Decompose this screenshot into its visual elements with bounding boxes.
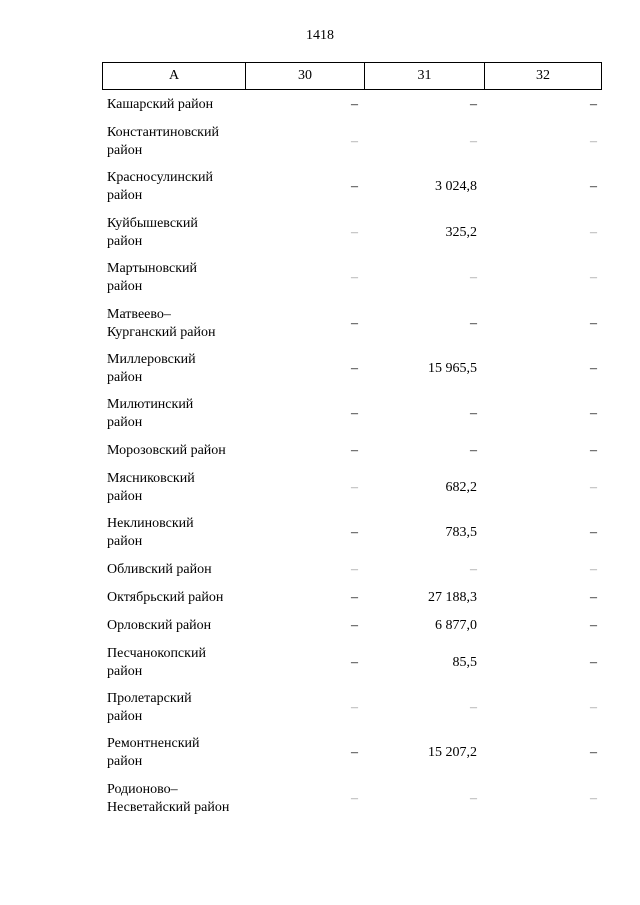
table-row <box>0 470 640 515</box>
value-col-32: – <box>590 406 597 422</box>
region-name-line: район <box>107 143 143 158</box>
value-col-31: – <box>470 406 477 422</box>
value-col-31: 15 207,2 <box>428 745 477 761</box>
value-col-32: – <box>590 224 597 240</box>
value-col-30: – <box>351 589 358 605</box>
table-row <box>0 96 640 124</box>
column-header-32: 32 <box>484 63 601 89</box>
region-name-line: Песчанокопский <box>107 645 206 661</box>
value-col-32: – <box>590 589 597 605</box>
region-name <box>107 169 247 205</box>
region-name <box>107 96 247 114</box>
value-col-32: – <box>590 525 597 541</box>
value-col-30: – <box>351 315 358 331</box>
region-name-line: Несветайский район <box>107 799 230 815</box>
value-col-30: – <box>351 97 358 112</box>
value-col-32: – <box>590 561 597 577</box>
region-name-line: Красносулинский <box>107 170 213 186</box>
table-row <box>0 645 640 690</box>
region-name-line: район <box>107 663 143 679</box>
table-header <box>102 62 602 90</box>
region-name-line: район <box>107 370 143 385</box>
table-row <box>0 589 640 617</box>
table-row <box>0 690 640 735</box>
value-col-32: – <box>590 270 597 286</box>
region-name-line: район <box>107 534 143 550</box>
region-name-line: Мартыновский <box>107 261 198 277</box>
region-name-line: район <box>107 233 143 249</box>
region-name <box>107 470 247 506</box>
value-col-31: – <box>470 270 477 286</box>
value-col-31: 783,5 <box>445 525 477 541</box>
value-col-30: – <box>351 442 358 458</box>
table-row <box>0 442 640 470</box>
value-col-32: – <box>590 361 597 376</box>
table-row <box>0 396 640 441</box>
value-col-31: 682,2 <box>445 479 477 495</box>
region-name <box>107 561 247 579</box>
region-name-line: Ремонтненский <box>107 736 200 752</box>
value-col-31: – <box>470 97 477 112</box>
region-name-line: Мясниковский <box>107 470 195 486</box>
table-row <box>0 617 640 645</box>
table-row <box>0 515 640 560</box>
region-name-line: Курганский район <box>107 324 216 340</box>
value-col-31: 6 877,0 <box>435 617 477 633</box>
column-header-a: А <box>168 68 180 83</box>
table-row <box>0 561 640 589</box>
value-col-30: – <box>351 617 358 633</box>
value-col-30: – <box>351 700 358 715</box>
page-number: 1418 <box>306 28 334 43</box>
value-col-32: – <box>590 134 597 149</box>
value-col-30: – <box>351 525 358 541</box>
value-col-31: 15 965,5 <box>428 361 477 376</box>
region-name-line: район <box>107 279 143 295</box>
table-row <box>0 124 640 169</box>
region-name-line: район <box>107 188 143 204</box>
value-col-31: 3 024,8 <box>435 179 477 195</box>
region-name <box>107 735 247 771</box>
region-name <box>107 396 247 432</box>
value-col-30: – <box>351 406 358 422</box>
region-name-line: Морозовский район <box>107 442 226 458</box>
region-name-line: Родионово– <box>107 781 178 797</box>
value-col-32: – <box>590 442 597 458</box>
region-name <box>107 215 247 251</box>
value-col-31: 27 188,3 <box>428 589 477 605</box>
value-col-31: – <box>470 442 477 458</box>
value-col-32: – <box>590 790 597 806</box>
region-name <box>107 442 247 460</box>
value-col-31: 325,2 <box>445 224 477 240</box>
value-col-32: – <box>590 700 597 715</box>
region-name <box>107 589 247 607</box>
column-header-30: 30 <box>245 63 364 89</box>
value-col-30: – <box>351 654 358 670</box>
table-row <box>0 735 640 780</box>
region-name <box>107 781 247 817</box>
value-col-30: – <box>351 745 358 761</box>
value-col-32: – <box>590 179 597 195</box>
value-col-30: – <box>351 479 358 495</box>
region-name-line: Октябрьский район <box>107 589 224 605</box>
table-row <box>0 260 640 305</box>
value-col-32: – <box>590 654 597 670</box>
value-col-32: – <box>590 315 597 331</box>
region-name <box>107 351 247 387</box>
table-row <box>0 351 640 396</box>
region-name-line: Кашарский район <box>107 97 214 112</box>
region-name-line: Матвеево– <box>107 306 171 322</box>
value-col-31: – <box>470 700 477 715</box>
table-row <box>0 169 640 214</box>
region-name-line: Орловский район <box>107 617 212 633</box>
region-name-line: район <box>107 754 143 770</box>
region-name-line: Константиновский <box>107 125 219 140</box>
value-col-30: – <box>351 270 358 286</box>
value-col-30: – <box>351 361 358 376</box>
table-row <box>0 215 640 260</box>
region-name <box>107 645 247 681</box>
region-name-line: Неклиновский <box>107 516 194 532</box>
value-col-32: – <box>590 745 597 761</box>
region-name-line: Милютинский <box>107 397 194 413</box>
value-col-30: – <box>351 790 358 806</box>
region-name <box>107 515 247 551</box>
region-name-line: Обливский район <box>107 561 212 577</box>
region-name-line: Куйбышевский <box>107 215 198 231</box>
region-name <box>107 617 247 635</box>
value-col-31: – <box>470 561 477 577</box>
region-name <box>107 260 247 296</box>
column-header-31: 31 <box>364 63 484 89</box>
table-row <box>0 781 640 826</box>
value-col-31: – <box>470 315 477 331</box>
table-row <box>0 306 640 351</box>
value-col-31: – <box>470 790 477 806</box>
region-name <box>107 306 247 342</box>
value-col-30: – <box>351 561 358 577</box>
value-col-30: – <box>351 134 358 149</box>
value-col-30: – <box>351 179 358 195</box>
region-name <box>107 124 247 160</box>
value-col-31: – <box>470 134 477 149</box>
value-col-30: – <box>351 224 358 240</box>
value-col-31: 85,5 <box>452 654 477 670</box>
value-col-32: – <box>590 479 597 495</box>
region-name <box>107 690 247 726</box>
value-col-32: – <box>590 617 597 633</box>
region-name-line: район <box>107 415 143 431</box>
region-name-line: район <box>107 488 143 504</box>
value-col-32: – <box>590 97 597 112</box>
region-name-line: Пролетарский <box>107 691 192 706</box>
region-name-line: Миллеровский <box>107 352 196 367</box>
region-name-line: район <box>107 709 143 724</box>
